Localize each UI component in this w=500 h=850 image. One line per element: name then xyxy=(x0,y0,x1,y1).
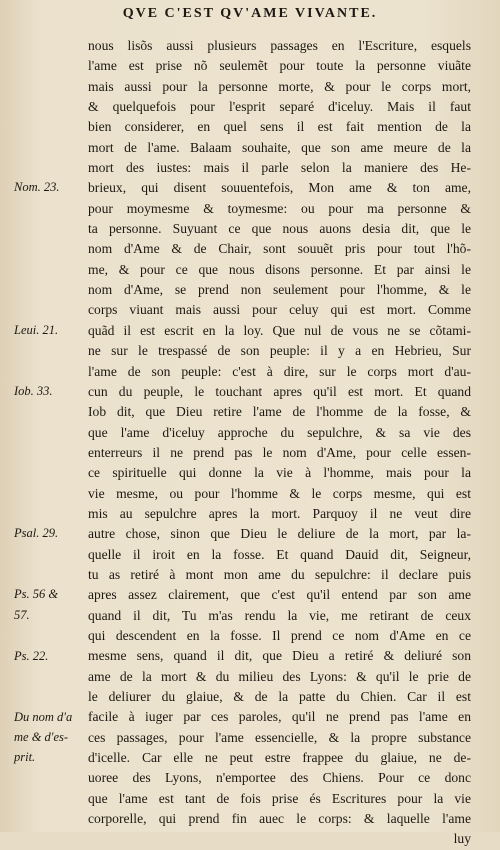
text-line: nom d'Ame & de Chair, sont souuẽt pris pour tout l'hõ- xyxy=(88,241,471,257)
text-line: Iob dit, que Dieu retire l'ame de l'homme de la fosse, & xyxy=(88,404,471,420)
running-head: QVE C'EST QV'AME VIVANTE. xyxy=(122,6,378,21)
text-line: quand il dit, Tu m'as rendu la vie, me retirant de ceux xyxy=(88,607,471,623)
text-line: ce spirituelle qui donne la vie à l'homme, mais pour la xyxy=(88,465,471,481)
text-line: mais aussi pour la personne morte, & pour le corps mort, xyxy=(88,78,471,94)
text-line: mesme sens, quand il dit, que Dieu a retiré & deliuré son xyxy=(88,648,471,664)
text-line: autre chose, sinon que Dieu le deliure de la mort, par la- xyxy=(88,526,471,542)
text-line: tu as retiré à mont mon ame du sepulchre: il declare puis xyxy=(88,566,471,582)
margin-note: 57. xyxy=(14,607,30,622)
text-line: mort de l'ame. Balaam souhaite, que son ame meure de la xyxy=(88,139,471,155)
text-line: l'ame est prise nõ seulemẽt pour toute la personne viuãte xyxy=(88,58,471,74)
text-line: mort des iustes: mais il parle selon la maniere des He- xyxy=(88,160,471,176)
text-line: ta personne. Suyuant ce que nous auons desia dit, que le xyxy=(88,221,471,237)
margin-note: me & d'es- xyxy=(14,729,69,744)
text-line: ame de la mort & du milieu des Lyons: & qu'il le prie de xyxy=(88,668,471,684)
text-line: d'icelle. Car elle ne peut estre frappee du glaiue, ne de- xyxy=(88,750,471,766)
margin-note: Nom. 23. xyxy=(14,180,60,195)
text-line: quelle il iroit en la fosse. Et quand Dauid dit, Seigneur, xyxy=(88,546,471,562)
margin-note: Ps. 22. xyxy=(14,648,49,663)
body-text xyxy=(88,36,471,850)
margin-note: Psal. 29. xyxy=(14,526,59,541)
text-line: corporelle, qui prend fin auec le corps: & laquelle l'ame xyxy=(88,811,471,827)
text-line: que l'ame est tant de fois prise és Escritures pour la vie xyxy=(88,790,471,806)
text-line: me, & pour ce que nous disons personne. Et par ainsi le xyxy=(88,261,471,277)
text-line: ne sur le trespassé de son peuple: il y a en Hebrieu, Sur xyxy=(88,343,471,359)
text-line: & quelquefois pour l'esprit separé d'iceluy. Mais il faut xyxy=(88,99,471,115)
text-line: l'ame de son peuple: c'est à dire, sur le corps mort d'au- xyxy=(88,363,471,379)
text-line: bien considerer, en quel sens il est fait mention de la xyxy=(88,119,471,135)
text-line: facile à iuger par ces paroles, qu'il ne prend pas l'ame en xyxy=(88,709,471,725)
text-line: que l'ame d'iceluy approche du sepulchre, & sa vie des xyxy=(88,424,471,440)
text-line: nous lisõs aussi plusieurs passages en l'Escriture, esquels xyxy=(88,38,471,53)
text-line: quãd il est escrit en la loy. Que nul de vous ne se cõtami- xyxy=(88,322,471,338)
text-line: corps viuant mais aussi pour celuy qui est mort. Comme xyxy=(88,302,471,318)
margin-note: Du nom d'a xyxy=(14,709,73,724)
text-line: uoree des Lyons, n'emportee des Chiens. Pour ce donc xyxy=(88,770,471,786)
text-line: pour moymesme & toymesme: ou pour ma personne & xyxy=(88,200,471,216)
text-line: luy xyxy=(453,831,471,847)
text-line: le deliurer du glaiue, & de la patte du Chien. Car il est xyxy=(88,689,471,704)
text-line: apres assez clairement, que c'est qu'il entend par son ame xyxy=(88,587,471,603)
text-line: enterreurs il ne prend pas le nom d'Ame, pour celle essen- xyxy=(88,444,471,460)
margin-note: Ps. 56 & xyxy=(14,587,59,602)
text-line: nom d'Ame, se prend non seulement pour l'homme, & le xyxy=(88,282,471,298)
margin-note: Iob. 33. xyxy=(14,383,53,398)
text-line: qui descendent en la fosse. Il prend ce nom d'Ame en ce xyxy=(88,627,471,643)
margin-note: prit. xyxy=(14,750,36,765)
text-line: cun du peuple, le touchant apres qu'il est mort. Et quand xyxy=(88,383,471,399)
text-line: brieux, qui disent souuentefois, Mon ame & ton ame, xyxy=(88,180,471,196)
margin-note: Leui. 21. xyxy=(14,322,59,337)
text-line: ces passages, pour l'ame essencielle, & la propre substance xyxy=(88,729,471,745)
text-line: mis au sepulchre apres la mort. Parquoy il ne veut dire xyxy=(88,505,471,521)
text-line: vie mesme, ou pour l'homme & le corps mesme, qui est xyxy=(88,485,471,501)
